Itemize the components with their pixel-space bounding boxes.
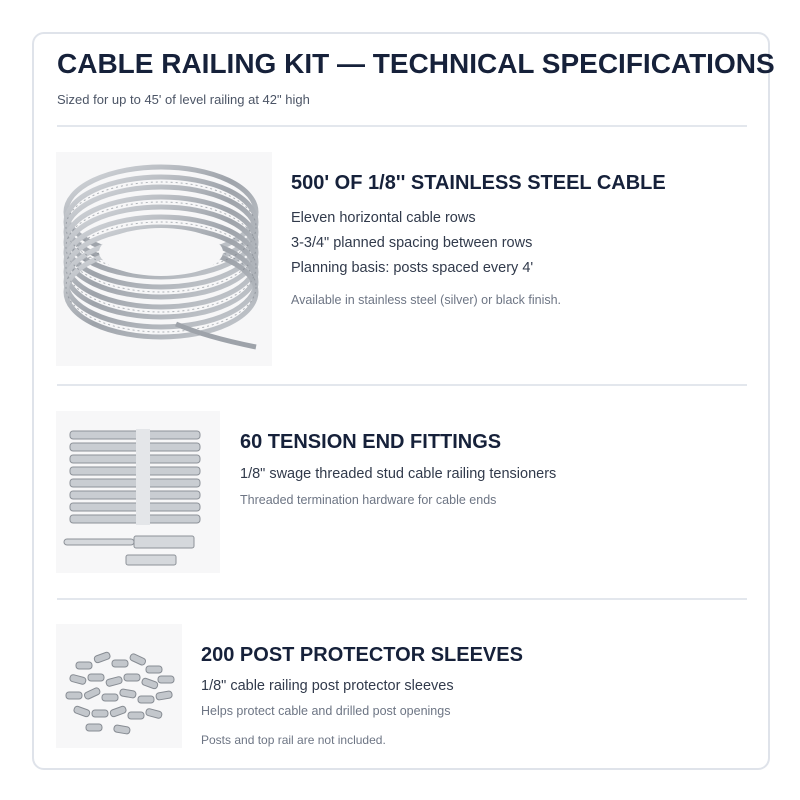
section-note: Helps protect cable and drilled post openings (201, 704, 451, 718)
section-note: Threaded termination hardware for cable ends (240, 493, 497, 507)
section-title: 60 TENSION END FITTINGS (240, 431, 502, 453)
stainless-cable-coil-icon (56, 152, 272, 366)
section-title: 200 POST PROTECTOR SLEEVES (201, 644, 523, 666)
tension-fittings-icon (56, 411, 220, 573)
protector-sleeves-icon (56, 624, 182, 748)
divider (57, 598, 747, 600)
section-note: Available in stainless steel (silver) or black finish. (291, 293, 562, 307)
page-title: CABLE RAILING KIT — TECHNICAL SPECIFICATIONS (57, 48, 775, 79)
spec-card (32, 32, 775, 770)
spec-line: 1/8" swage threaded stud cable railing tensioners (240, 466, 557, 482)
divider (57, 125, 747, 127)
spec-line: 1/8" cable railing post protector sleeves (201, 678, 454, 694)
spec-line: Eleven horizontal cable rows (291, 210, 476, 226)
page-subtitle: Sized for up to 45' of level railing at 42" high (57, 92, 310, 107)
spec-line: Planning basis: posts spaced every 4' (291, 260, 534, 276)
spec-line: 3-3/4" planned spacing between rows (291, 235, 533, 251)
section-title: 500' OF 1/8'' STAINLESS STEEL CABLE (291, 172, 666, 194)
divider (57, 384, 747, 386)
footer-note: Posts and top rail are not included. (201, 733, 386, 747)
